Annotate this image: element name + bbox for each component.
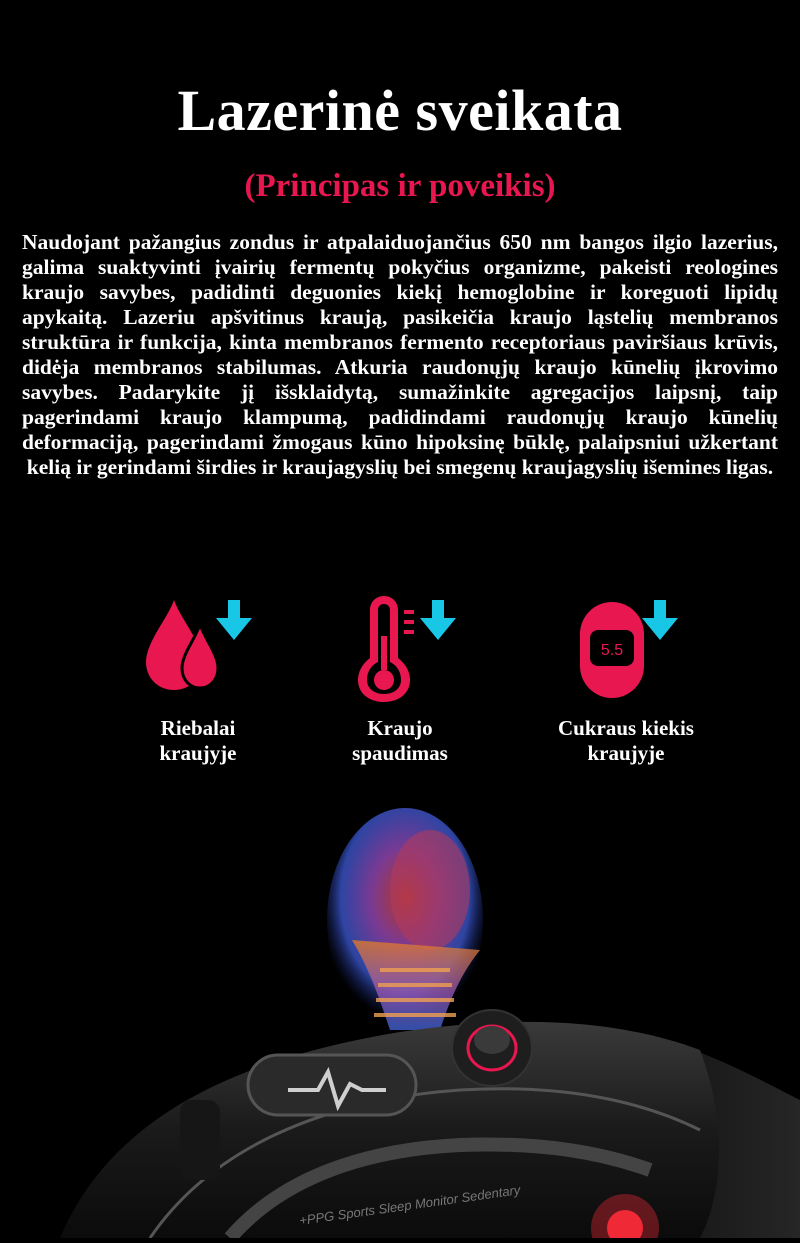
feature-label-line1: Riebalai: [160, 716, 236, 740]
feature-label-line2: spaudimas: [352, 741, 448, 765]
feature-label-line2: kraujyje: [587, 741, 665, 765]
blood-drops-down-icon: [138, 592, 258, 702]
feature-blood-pressure: [290, 592, 510, 772]
page-title: Lazerinė sveikata: [177, 78, 623, 143]
feature-label-line1: Cukraus kiekis: [558, 716, 694, 740]
glucose-meter-value: 5.5: [600, 642, 624, 659]
smartwatch-photo: [0, 800, 800, 1238]
watch-bezel-text: +PPG Sports Sleep Monitor Sedentary: [298, 1182, 522, 1228]
thermometer-down-icon: [340, 592, 460, 702]
feature-label-line2: kraujyje: [159, 741, 237, 765]
glucose-meter-down-icon: [566, 592, 686, 702]
description-paragraph: Naudojant pažangius zondus ir atpalaiduojančius 650 nm bangos ilgio lazerius, galima suaktyvinti įvairių fermentų pokyčius organizme, pakeisti reologines kraujo savybes, padidinti deguonies kiekį hemoglobine ir koreguoti lipidų apykaitą. Lazeriu apšvitinus kraują, pasikeičia kraujo ląstelių membranos struktūra ir funkcija, kinta membranos fermento receptoriaus paviršiaus krūvis, didėja membranos stabilumas. Atkuria raudonųjų kraujo kūnelių įkrovimo savybes. Padarykite jį išsklaidytą, sumažinkite agregacijos laipsnį, taip pagerindami kraujo klampumą, padidindami raudonųjų kraujo kūnelių deformaciją, pagerindami žmogaus kūno hipoksinę būklę, palaipsniui užkertant kelią ir gerindami širdies ir kraujagyslių bei smegenų kraujagyslių išemines ligas.: [22, 230, 778, 479]
feature-label-line1: Kraujo: [367, 716, 433, 740]
feature-blood-fat: [88, 592, 308, 772]
page-subtitle: (Principas ir poveikis): [244, 168, 556, 204]
feature-blood-sugar: [516, 592, 736, 772]
